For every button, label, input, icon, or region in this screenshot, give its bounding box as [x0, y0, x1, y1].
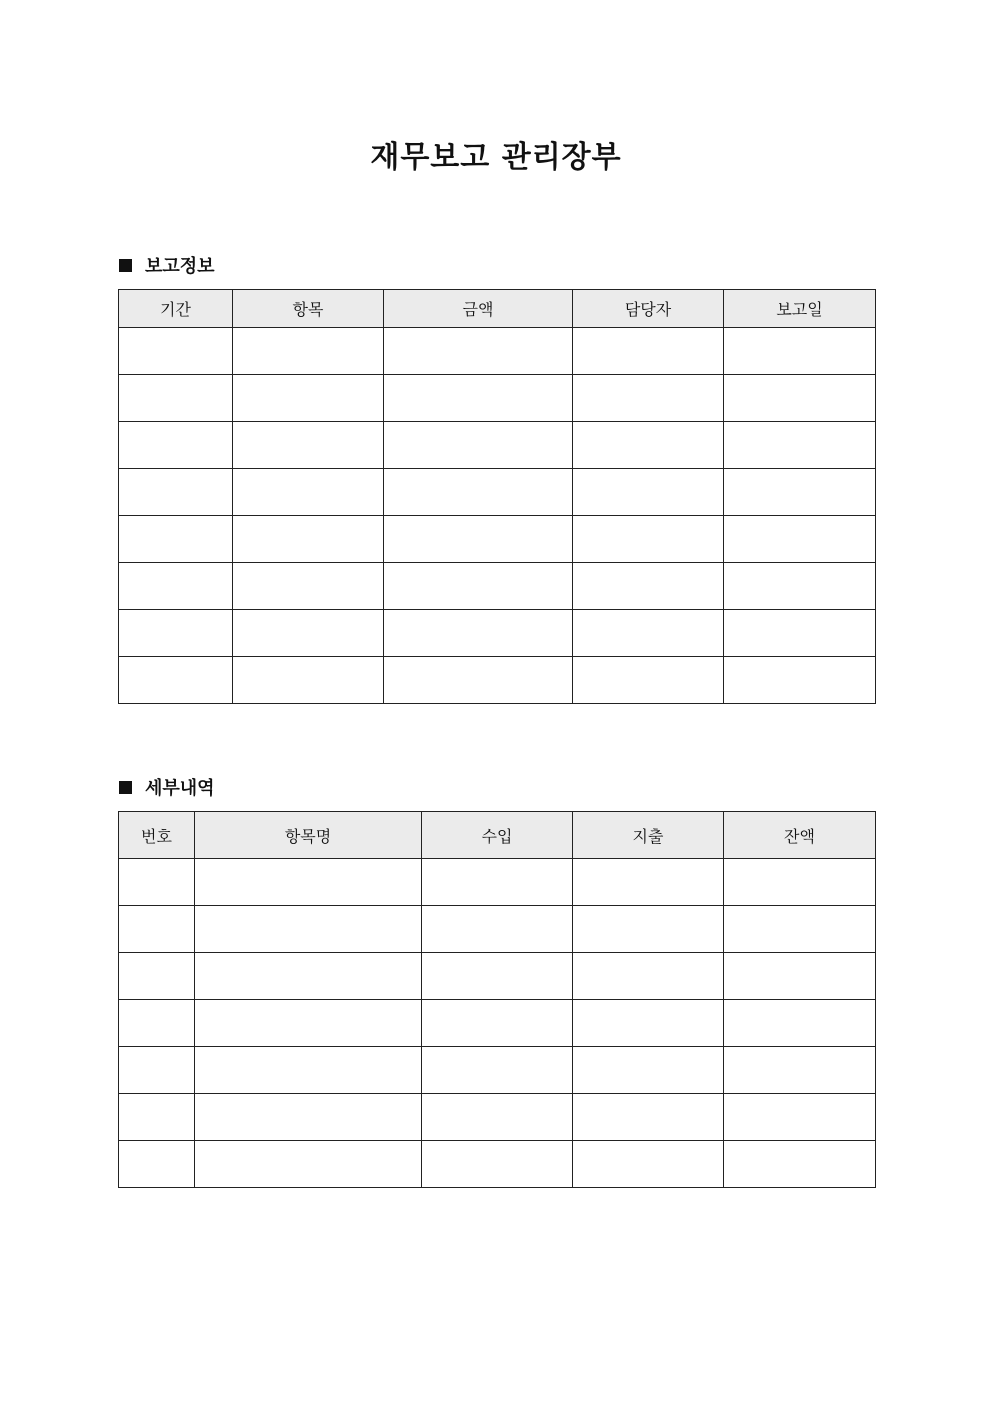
- table-row: [119, 563, 876, 610]
- table-cell[interactable]: [724, 328, 876, 375]
- table-cell[interactable]: [233, 657, 384, 704]
- table-cell[interactable]: [724, 563, 876, 610]
- square-bullet-icon: [119, 259, 132, 272]
- table-cell[interactable]: [724, 610, 876, 657]
- table-cell[interactable]: [233, 563, 384, 610]
- table-cell[interactable]: [233, 610, 384, 657]
- table-cell[interactable]: [573, 516, 724, 563]
- table-row: [119, 469, 876, 516]
- column-header-amount: 금액: [384, 290, 573, 328]
- table-header-row: [119, 290, 876, 328]
- table-row: [119, 1000, 876, 1047]
- table-cell[interactable]: [119, 610, 233, 657]
- table-cell[interactable]: [119, 1047, 195, 1094]
- page-title: 재무보고 관리장부: [370, 140, 622, 175]
- section-heading-report-info: [119, 253, 215, 277]
- table-header-row: [119, 812, 876, 859]
- table-cell[interactable]: [724, 953, 876, 1000]
- table-cell[interactable]: [724, 859, 876, 906]
- table-cell[interactable]: [233, 422, 384, 469]
- table-cell[interactable]: [724, 375, 876, 422]
- details-body: [119, 859, 876, 1188]
- table-cell[interactable]: [195, 1000, 422, 1047]
- table-cell[interactable]: [384, 469, 573, 516]
- table-cell[interactable]: [573, 657, 724, 704]
- table-cell[interactable]: [195, 953, 422, 1000]
- column-header-expense: 지출: [573, 812, 724, 859]
- table-cell[interactable]: [724, 1000, 876, 1047]
- details-table: [118, 811, 876, 1188]
- table-cell[interactable]: [573, 1094, 724, 1141]
- report-info-body: [119, 328, 876, 704]
- table-cell[interactable]: [724, 516, 876, 563]
- table-cell[interactable]: [119, 953, 195, 1000]
- table-cell[interactable]: [119, 859, 195, 906]
- table-row: [119, 859, 876, 906]
- table-cell[interactable]: [573, 375, 724, 422]
- column-header-number: 번호: [119, 812, 195, 859]
- table-cell[interactable]: [724, 422, 876, 469]
- section-heading-label: 세부내역: [145, 778, 215, 799]
- table-cell[interactable]: [119, 516, 233, 563]
- column-header-balance: 잔액: [724, 812, 876, 859]
- table-cell[interactable]: [422, 906, 573, 953]
- table-row: [119, 1141, 876, 1188]
- table-cell[interactable]: [573, 1141, 724, 1188]
- table-row: [119, 657, 876, 704]
- table-cell[interactable]: [195, 1094, 422, 1141]
- table-cell[interactable]: [573, 422, 724, 469]
- table-cell[interactable]: [119, 563, 233, 610]
- section-heading-label: 보고정보: [145, 256, 215, 277]
- table-cell[interactable]: [724, 469, 876, 516]
- table-cell[interactable]: [195, 1047, 422, 1094]
- table-cell[interactable]: [573, 906, 724, 953]
- square-bullet-icon: [119, 781, 132, 794]
- table-cell[interactable]: [119, 1000, 195, 1047]
- table-cell[interactable]: [724, 657, 876, 704]
- table-row: [119, 328, 876, 375]
- table-cell[interactable]: [233, 469, 384, 516]
- table-cell[interactable]: [422, 1000, 573, 1047]
- column-header-item: 항목: [233, 290, 384, 328]
- table-row: [119, 422, 876, 469]
- table-cell[interactable]: [573, 469, 724, 516]
- table-cell[interactable]: [119, 469, 233, 516]
- table-cell[interactable]: [422, 953, 573, 1000]
- table-cell[interactable]: [724, 906, 876, 953]
- table-cell[interactable]: [195, 1141, 422, 1188]
- table-cell[interactable]: [233, 328, 384, 375]
- table-row: [119, 1047, 876, 1094]
- table-row: [119, 906, 876, 953]
- table-cell[interactable]: [119, 328, 233, 375]
- table-cell[interactable]: [384, 516, 573, 563]
- table-cell[interactable]: [233, 516, 384, 563]
- table-cell[interactable]: [724, 1094, 876, 1141]
- table-cell[interactable]: [422, 1141, 573, 1188]
- column-header-report-date: 보고일: [724, 290, 876, 328]
- report-info-table: [118, 289, 876, 704]
- table-cell[interactable]: [119, 375, 233, 422]
- table-cell[interactable]: [573, 859, 724, 906]
- table-cell[interactable]: [195, 859, 422, 906]
- table-cell[interactable]: [724, 1047, 876, 1094]
- table-cell[interactable]: [119, 657, 233, 704]
- table-row: [119, 610, 876, 657]
- column-header-item-name: 항목명: [195, 812, 422, 859]
- table-cell[interactable]: [195, 906, 422, 953]
- table-cell[interactable]: [119, 1141, 195, 1188]
- column-header-manager: 담당자: [573, 290, 724, 328]
- table-cell[interactable]: [573, 1047, 724, 1094]
- table-cell[interactable]: [384, 657, 573, 704]
- section-heading-details: [119, 775, 215, 799]
- table-cell[interactable]: [422, 1094, 573, 1141]
- table-cell[interactable]: [573, 563, 724, 610]
- table-cell[interactable]: [119, 906, 195, 953]
- column-header-period: 기간: [119, 290, 233, 328]
- table-cell[interactable]: [384, 563, 573, 610]
- table-cell[interactable]: [573, 610, 724, 657]
- table-row: [119, 953, 876, 1000]
- table-cell[interactable]: [724, 1141, 876, 1188]
- table-row: [119, 1094, 876, 1141]
- table-cell[interactable]: [573, 1000, 724, 1047]
- table-cell[interactable]: [384, 422, 573, 469]
- table-cell[interactable]: [573, 328, 724, 375]
- table-row: [119, 516, 876, 563]
- table-cell[interactable]: [422, 859, 573, 906]
- table-cell[interactable]: [119, 422, 233, 469]
- table-cell[interactable]: [384, 328, 573, 375]
- table-cell[interactable]: [119, 1094, 195, 1141]
- table-cell[interactable]: [573, 953, 724, 1000]
- table-cell[interactable]: [422, 1047, 573, 1094]
- table-cell[interactable]: [384, 610, 573, 657]
- column-header-income: 수입: [422, 812, 573, 859]
- table-cell[interactable]: [233, 375, 384, 422]
- table-cell[interactable]: [384, 375, 573, 422]
- table-row: [119, 375, 876, 422]
